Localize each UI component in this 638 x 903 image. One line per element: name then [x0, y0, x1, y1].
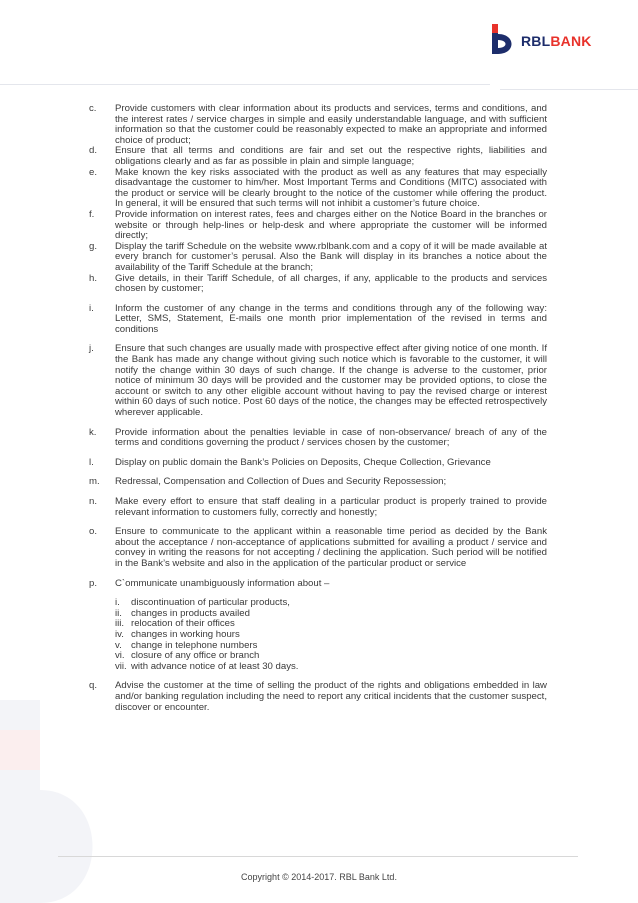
list-item: j. Ensure that such changes are usually made with prospective effect after giving notice of one month. If the Bank has made any change without giving such notice which is favorable to the customer, it will notify the change within 30 days of such change. If the change is adverse to the customer, prior notice of minimum 30 days will be provided and the customer may be provided options, to close the account or switch to any other eligible account without having to pay the revised charge or interest within 60 days of such notice. Post 60 days of the notice, the changes may be effected retrospectively wherever applicable. — [89, 343, 547, 419]
list-item: n. Make every effort to ensure that staff dealing in a particular product is properly trained to provide relevant information to customers fully, correctly and honestly; — [89, 496, 547, 518]
list-item: c. Provide customers with clear information about its products and services, terms and conditions, and the interest rates / service charges in simple and easily understandable language, and with sufficient information so that the customer could be reasonably expected to make an appropriate and informed choice of product; — [89, 103, 547, 146]
list-item: p. C`ommunicate unambiguously information about – — [89, 577, 330, 589]
sub-list-item: vii. with advance notice of at least 30 days. — [115, 660, 299, 672]
sub-list-item: iv. changes in working hours — [115, 628, 240, 640]
list-item: d. Ensure that all terms and conditions are fair and set out the respective rights, liabilities and obligations clearly and as far as possible in plain and simple language; — [89, 145, 547, 167]
list-item: m. Redressal, Compensation and Collection of Dues and Security Repossession; — [89, 476, 447, 488]
logo-rbl: RBL — [521, 33, 551, 49]
footer-divider — [58, 856, 578, 857]
sub-list-item: vi. closure of any office or branch — [115, 650, 260, 662]
list-item: g. Display the tariff Schedule on the website www.rblbank.com and a copy of it will be made available at every branch for customer’s perusal. Also the Bank will display in its branches a notice about the availability of the Tariff Schedule at the branch; — [89, 240, 547, 273]
logo-wordmark — [521, 33, 592, 49]
list-item: f. Provide information on interest rates, fees and charges either on the Notice Board in the branches or website or through help-lines or help-desk and where appropriate the customer will be informed directly; — [89, 208, 547, 242]
footer-copyright: Copyright © 2014-2017. RBL Bank Ltd. — [241, 872, 397, 882]
rbl-logo-icon — [492, 24, 517, 54]
document-body — [89, 104, 547, 713]
logo-bank: BANK — [550, 33, 592, 49]
list-item: o. Ensure to communicate to the applicant within a reasonable time period as decided by the Bank about the acceptance / non-acceptance of applications submitted for availing a product / service and convey in writing the reasons for not accepting / declining the application. Such period will be notified in the Bank’s website and also in the application of the particular product or service — [89, 526, 547, 569]
sub-list-item: v. change in telephone numbers — [115, 639, 258, 651]
sub-list-item: i. discontinuation of particular products, — [115, 597, 290, 609]
list-item: q. Advise the customer at the time of selling the product of the rights and obligations embedded in law and/or banking regulation including the need to report any critical incidents that the customer suspect, discover or encounter. — [89, 680, 547, 713]
rbl-bank-logo — [492, 24, 592, 54]
list-item: h. Give details, in their Tariff Schedule, of all charges, if any, applicable to the products and services chosen by customer; — [89, 272, 547, 295]
header-divider — [0, 84, 490, 85]
sub-list-item: iii. relocation of their offices — [115, 618, 235, 630]
list-item: k. Provide information about the penalties leviable in case of non-observance/ breach of any of the terms and conditions governing the product / services chosen by the customer; — [89, 426, 547, 449]
sub-list — [115, 598, 547, 672]
list-item: e. Make known the key risks associated with the product as well as any features that may especially disadvantage the customer to him/her. Most Important Terms and Conditions (MITC) associated with the product or service will be clearly brought to the notice of the customer while offering the product. In general, it will be ensured that such terms will not inhibit a customer’s future choice. — [89, 166, 547, 210]
list-item: i. Inform the customer of any change in the terms and conditions through any of the following way: Letter, SMS, Statement, E-mails one month prior implementation of the revised in terms and conditions — [89, 302, 547, 335]
header-divider-right — [500, 89, 638, 90]
sub-list-item: ii. changes in products availed — [115, 607, 250, 619]
list-item: l. Display on public domain the Bank’s Policies on Deposits, Cheque Collection, Grievance — [89, 456, 491, 468]
